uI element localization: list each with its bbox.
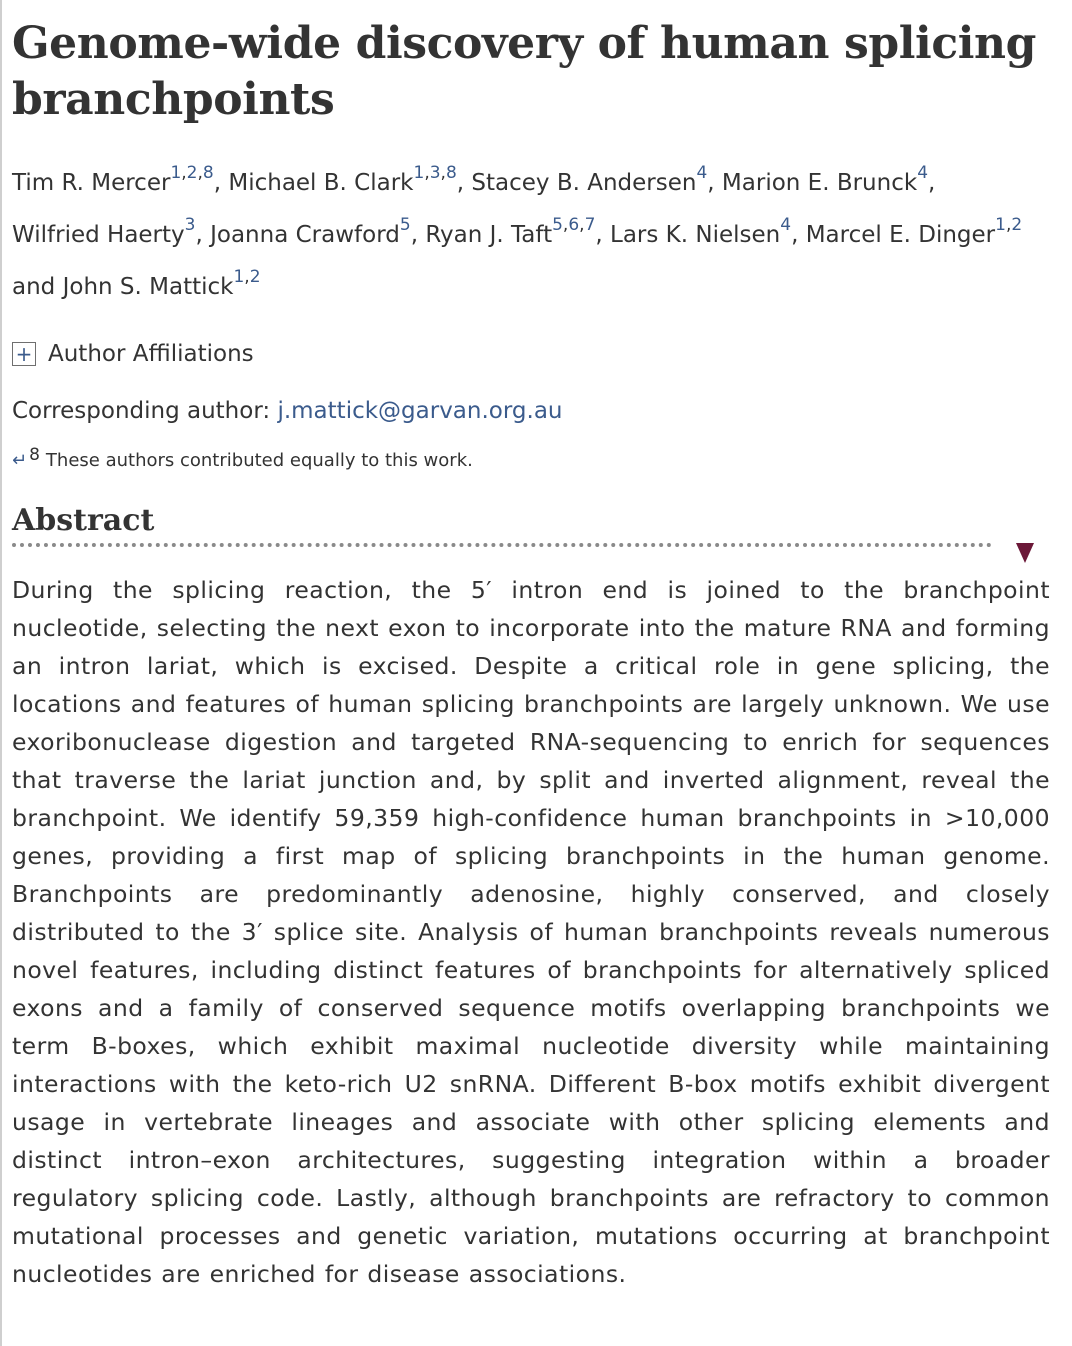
author-affiliation-refs: 1,2 — [233, 267, 261, 287]
affiliation-ref-link[interactable]: 2 — [249, 267, 261, 287]
author-name[interactable]: Joanna Crawford — [210, 222, 400, 248]
abstract-divider — [12, 543, 992, 547]
affiliation-ref-link[interactable]: 3 — [184, 215, 196, 235]
affiliation-ref-link[interactable]: 8 — [445, 163, 457, 183]
collapse-triangle-icon[interactable] — [1016, 543, 1034, 563]
affiliation-ref-link[interactable]: 4 — [696, 163, 708, 183]
affiliation-ref-link[interactable]: 1 — [233, 267, 245, 287]
author-affiliation-refs — [185, 215, 196, 235]
footnote-return-icon[interactable]: ↵ — [12, 450, 28, 471]
affiliation-ref-link[interactable]: 8 — [202, 163, 214, 183]
abstract-heading: Abstract — [12, 503, 155, 538]
author-affiliations-toggle[interactable] — [12, 334, 1050, 374]
corresponding-author — [12, 398, 1050, 424]
author-name[interactable]: Marion E. Brunck — [721, 170, 918, 196]
author-name[interactable]: John S. Mattick — [62, 274, 234, 300]
affiliation-ref-link[interactable]: 5 — [552, 215, 563, 235]
affiliation-ref-link[interactable]: 3 — [429, 163, 441, 183]
affiliation-ref-link[interactable]: 4 — [780, 215, 792, 235]
author-affiliation-refs: 1,2 — [995, 215, 1023, 235]
article — [12, 0, 1050, 1317]
equal-contribution-footnote — [12, 445, 1050, 471]
author-name[interactable]: Wilfried Haerty — [12, 222, 185, 248]
corresponding-author-label: Corresponding author: — [12, 398, 278, 424]
author-name[interactable]: Michael B. Clark — [228, 170, 414, 196]
affiliation-ref-link[interactable]: 2 — [1011, 215, 1023, 235]
author-name[interactable]: Marcel E. Dinger — [805, 222, 996, 248]
affiliation-ref-link[interactable]: 5 — [399, 215, 411, 235]
affiliation-ref-link[interactable]: 1 — [413, 163, 425, 183]
author-name[interactable]: Tim R. Mercer — [12, 170, 171, 196]
author-affiliation-refs: 1,3,8 — [413, 163, 457, 183]
abstract-text: During the splicing reaction, the 5′ intron end is joined to the branchpoint nucleotide, selecting the next exon to incorporate into the mature RNA and forming an intron lariat, which is excised. Despite a critical role in gene splicing, the locations and features of human splicing branchpoints are largely unknown. We use exoribonuclease digestion and targeted RNA-sequencing to enrich for sequences that traverse the lariat junction and, by split and inverted alignment, reveal the branchpoint. We identify 59,359 high-confidence human branchpoints in >10,000 genes, providing a first map of splicing branchpoints in the human genome. Branchpoints are predominantly adenosine, highly conserved, and closely distributed to the 3′ splice site. Analysis of human branchpoints reveals numerous novel features, including distinct features of branchpoints for alternatively spliced exons and a family of conserved sequence motifs overlapping branchpoints we term B-boxes, which exhibit maximal nucleotide diversity while maintaining interactions with the keto-rich U2 snRNA. Different B-box motifs exhibit divergent usage in vertebrate lineages and associate with other splicing elements and distinct intron–exon architectures, suggesting integration within a broader regulatory splicing code. Lastly, although branchpoints are refractory to common mutational processes and genetic variation, mutations occurring at branchpoint nucleotides are enriched for disease associations. — [12, 576, 1050, 1288]
affiliation-ref-link[interactable]: 1 — [170, 163, 182, 183]
article-title: Genome-wide discovery of human splicing branchpoints — [12, 18, 1036, 125]
author-affiliation-refs: 1,2,8 — [170, 163, 214, 183]
affiliation-ref-link[interactable]: 2 — [186, 163, 198, 183]
affiliation-ref-link[interactable]: 7 — [584, 215, 596, 235]
abstract-header — [12, 501, 1050, 549]
author-affiliation-refs: 5,6,7 — [552, 215, 596, 235]
footnote-text: These authors contributed equally to this work. — [45, 450, 473, 471]
author-affiliation-refs — [780, 215, 791, 235]
author-name[interactable]: Lars K. Nielsen — [610, 222, 781, 248]
author-list: Tim R. Mercer$^{1,2,8}$, Michael B. Clark$^{1,3,8}$, Stacey B. Andersen$^4$, Marion E. Brunck$^4$, Wilfried Haerty$^3$, Joanna Crawford$^5$, Ryan J. Taft$^{5,6,7}$, Lars K. Nielsen$^4$, Marcel E. Dinger$^{1,2}$ and John S. Mattick$^{1,2}$ — [12, 163, 1023, 300]
author-affiliation-refs — [696, 163, 707, 183]
author-name[interactable]: Stacey B. Andersen — [471, 170, 697, 196]
author-affiliation-refs — [917, 163, 928, 183]
affiliation-ref-link[interactable]: 1 — [995, 215, 1006, 235]
affiliation-ref-link[interactable]: 6 — [568, 215, 580, 235]
footnote-number: 8 — [29, 445, 40, 465]
author-name[interactable]: Ryan J. Taft — [425, 222, 553, 248]
expand-plus-icon[interactable]: + — [12, 342, 36, 366]
author-affiliation-refs — [400, 215, 411, 235]
affiliation-ref-link[interactable]: 4 — [917, 163, 929, 183]
corresponding-email-link[interactable]: j.mattick@garvan.org.au — [277, 398, 563, 424]
author-affiliations-label[interactable]: Author Affiliations — [48, 341, 254, 367]
